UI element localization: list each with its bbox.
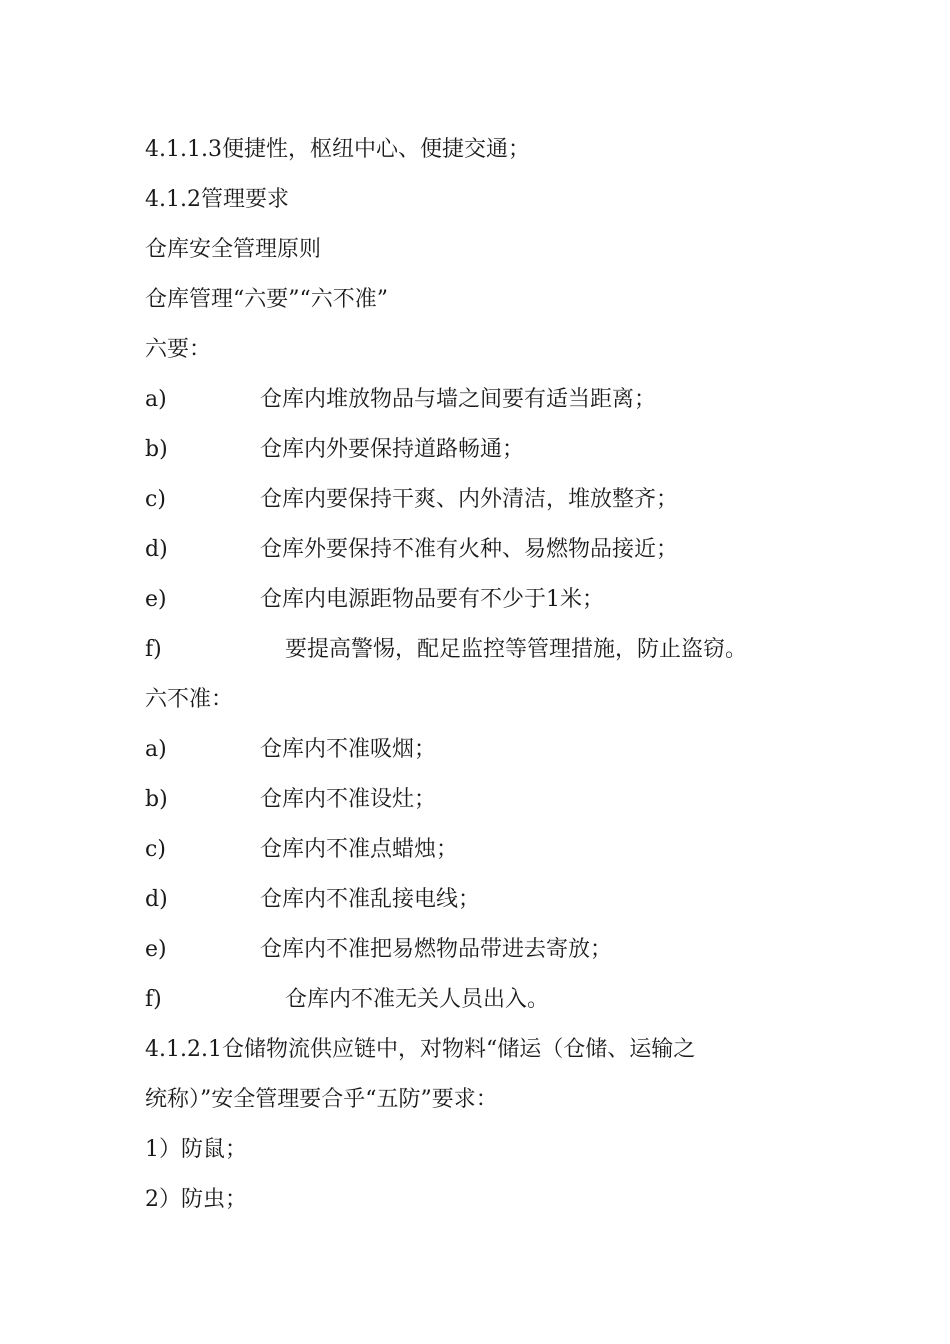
five-preventions-item: 1）防鼠； bbox=[145, 1137, 247, 1162]
six-musts-item bbox=[145, 485, 678, 515]
six-forbidden-title: 六不准： bbox=[145, 687, 234, 712]
six-musts-item bbox=[145, 585, 604, 615]
section-4-1-2-heading: 4.1.2管理要求 bbox=[145, 187, 289, 212]
list-marker: e) bbox=[145, 937, 167, 962]
six-musts-item bbox=[145, 435, 524, 465]
list-item-text: 仓库内不准设灶； bbox=[260, 787, 437, 812]
six-musts-item bbox=[145, 635, 747, 665]
section-4-1-2-1-line: 统称）”安全管理要合乎“五防”要求： bbox=[145, 1087, 498, 1112]
section-4-1-1-3: 4.1.1.3便捷性，枢纽中心、便捷交通； bbox=[145, 137, 530, 162]
list-marker: c) bbox=[145, 837, 166, 862]
list-marker: b) bbox=[145, 437, 168, 462]
section-4-1-2-1-line: 4.1.2.1仓储物流供应链中，对物料“储运（仓储、运输之 bbox=[145, 1037, 696, 1062]
six-musts-title: 六要： bbox=[145, 337, 212, 362]
six-forbidden-item bbox=[145, 885, 480, 915]
list-marker: a) bbox=[145, 387, 167, 412]
list-item-text: 仓库内要保持干爽、内外清洁，堆放整齐； bbox=[260, 487, 679, 512]
list-item-text: 仓库内外要保持道路畅通； bbox=[260, 437, 525, 462]
six-musts-item bbox=[145, 535, 678, 565]
list-marker: b) bbox=[145, 787, 168, 812]
list-item-text: 仓库内电源距物品要有不少于1米； bbox=[260, 587, 604, 612]
list-item-text: 仓库内堆放物品与墙之间要有适当距离； bbox=[260, 387, 657, 412]
list-marker: c) bbox=[145, 487, 166, 512]
list-item-text: 仓库外要保持不准有火种、易燃物品接近； bbox=[260, 537, 679, 562]
six-forbidden-item bbox=[145, 785, 436, 815]
list-marker: f) bbox=[145, 637, 162, 662]
six-musts-item bbox=[145, 385, 656, 415]
paragraph-principles: 仓库安全管理原则 bbox=[145, 237, 322, 262]
list-marker: f) bbox=[145, 987, 162, 1012]
list-marker: e) bbox=[145, 587, 167, 612]
list-item-text: 仓库内不准把易燃物品带进去寄放； bbox=[260, 937, 613, 962]
list-item-text: 仓库内不准乱接电线； bbox=[260, 887, 481, 912]
list-marker: d) bbox=[145, 537, 168, 562]
six-forbidden-item bbox=[145, 835, 458, 865]
list-item-text: 仓库内不准吸烟； bbox=[260, 737, 437, 762]
paragraph-six-rules: 仓库管理“六要”“六不准” bbox=[145, 287, 388, 312]
list-item-text: 仓库内不准无关人员出入。 bbox=[285, 987, 550, 1012]
list-item-text: 要提高警惕，配足监控等管理措施，防止盗窃。 bbox=[285, 637, 748, 662]
five-preventions-item: 2）防虫； bbox=[145, 1187, 247, 1212]
six-forbidden-item bbox=[145, 735, 436, 765]
list-marker: a) bbox=[145, 737, 167, 762]
list-item-text: 仓库内不准点蜡烛； bbox=[260, 837, 459, 862]
list-marker: d) bbox=[145, 887, 168, 912]
six-forbidden-item bbox=[145, 935, 612, 965]
six-forbidden-item bbox=[145, 985, 549, 1015]
